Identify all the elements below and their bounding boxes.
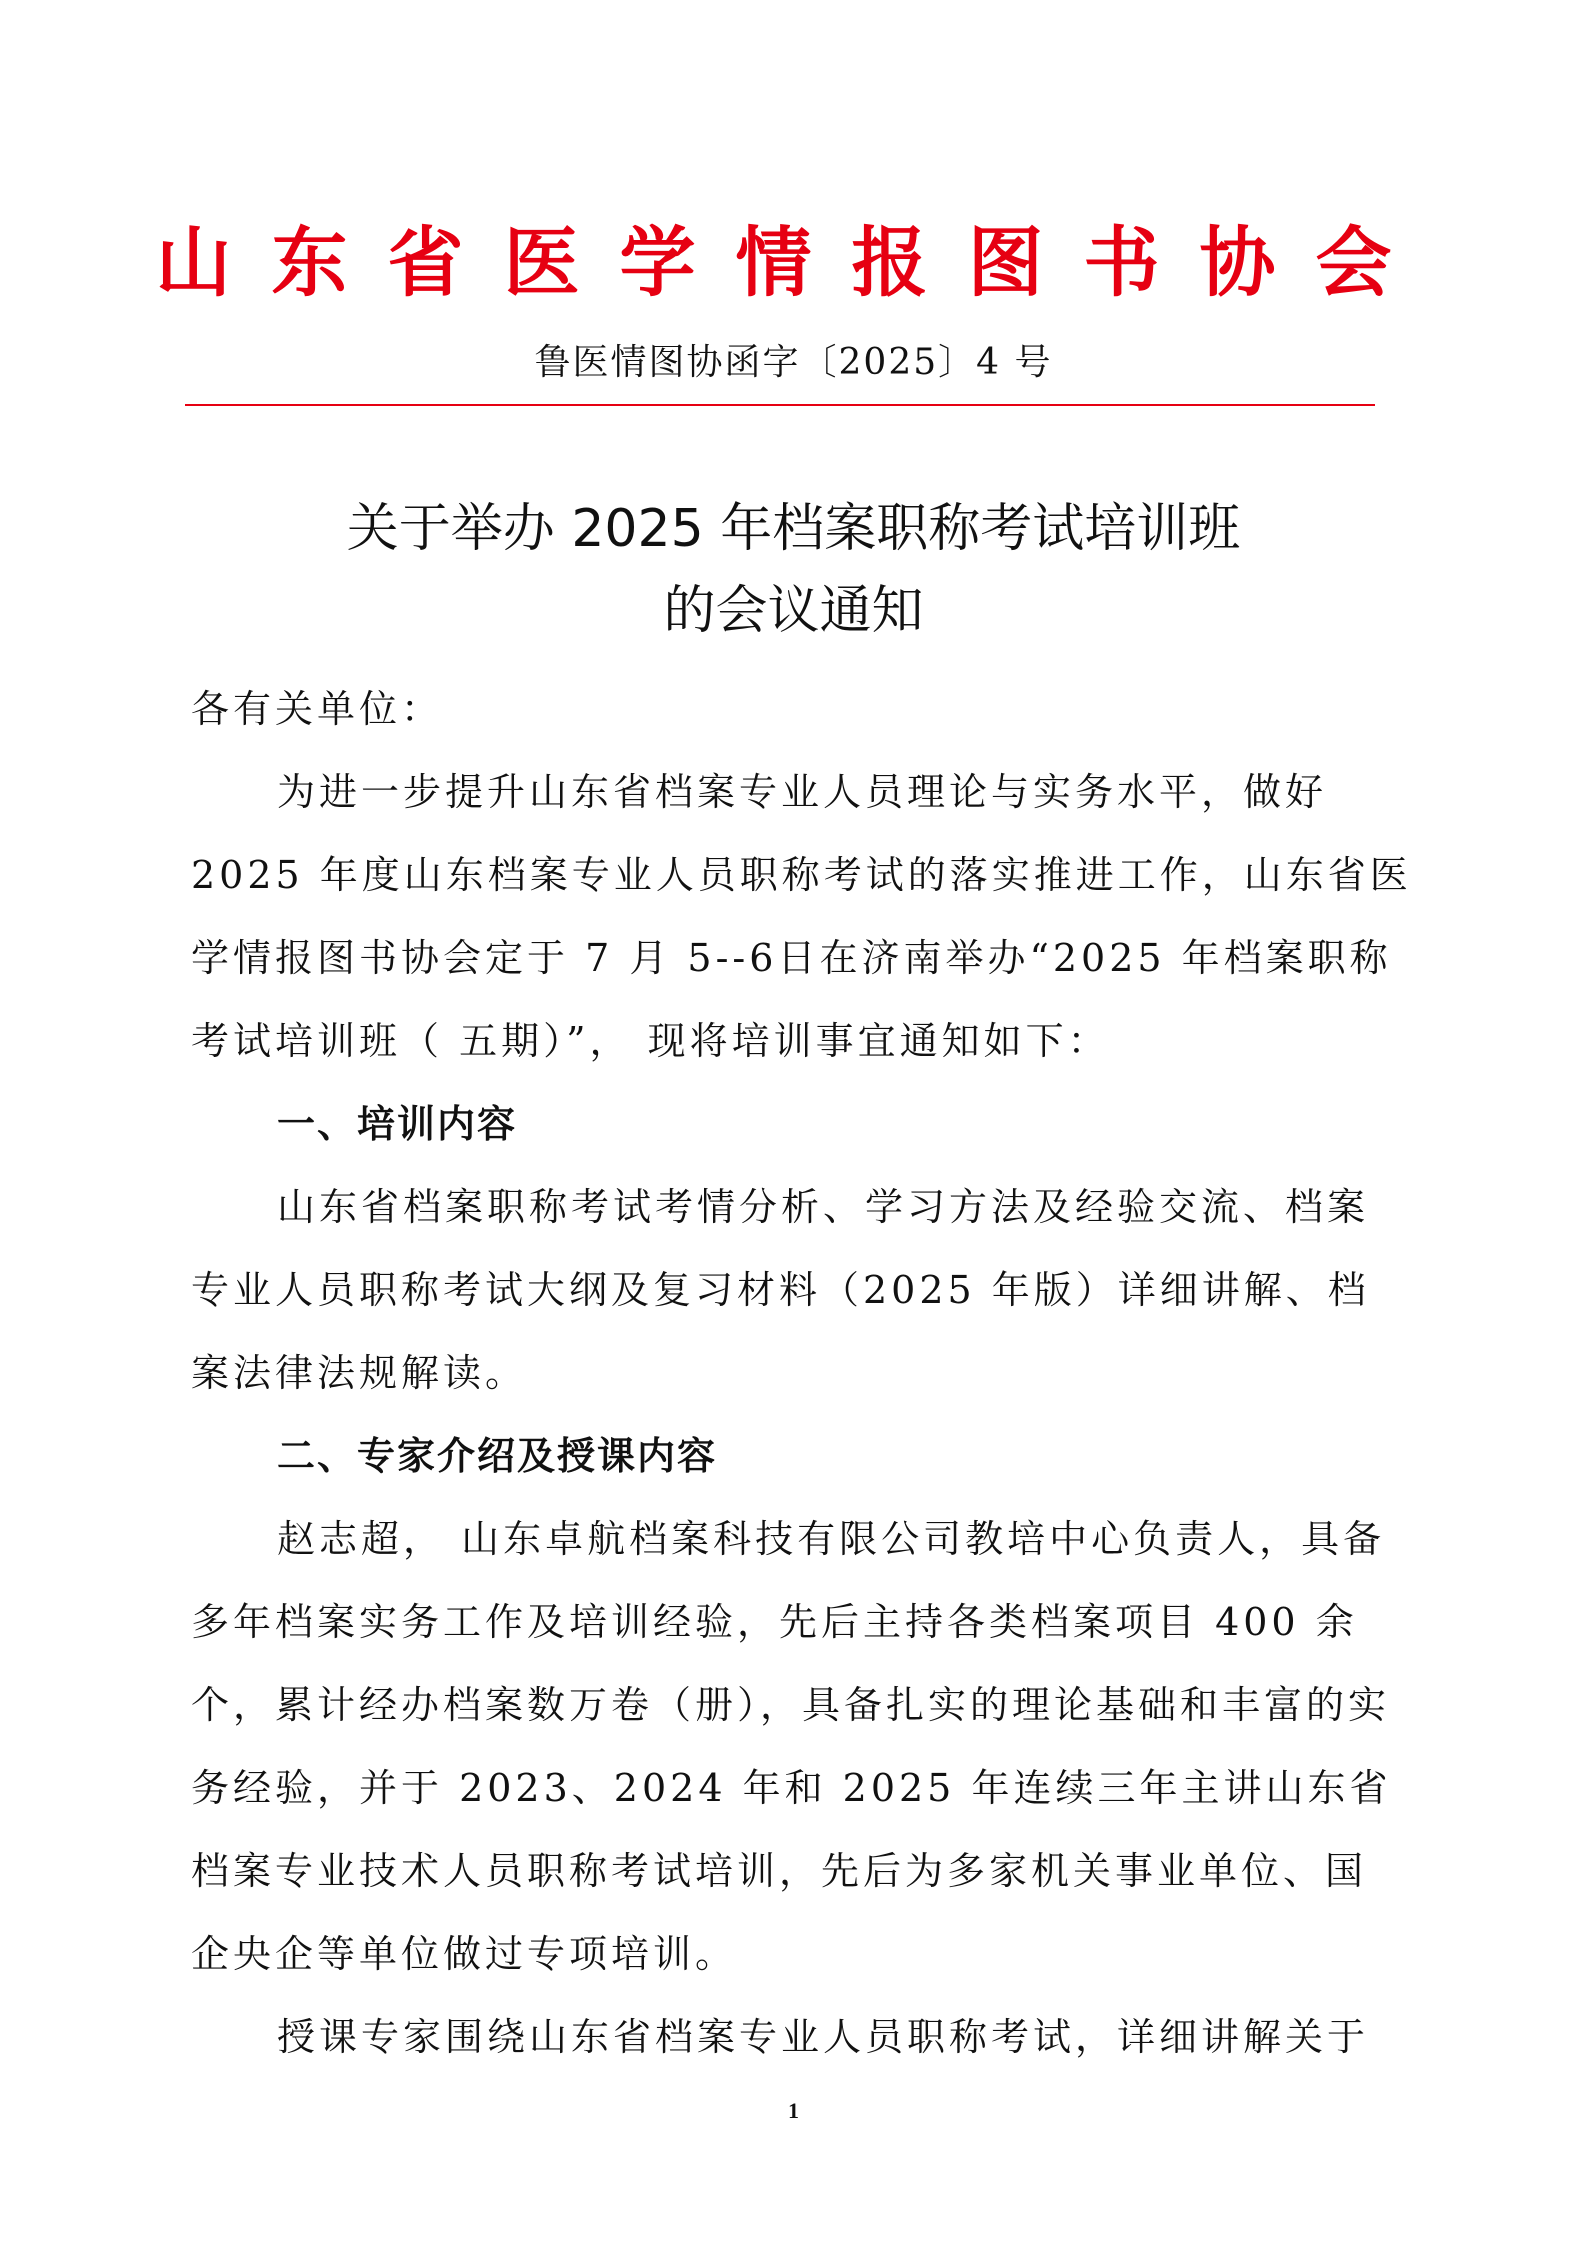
organization-name: 山东省医学情报图书协会 [155,218,1432,307]
intro-line-1: 为进一步提升山东省档案专业人员理论与实务水平，做好 [277,770,1328,814]
intro-line-4: 考试培训班（ 五期）”， 现将培训事宜通知如下： [191,1019,1110,1063]
section-2-paragraph: 赵志超， 山东卓航档案科技有限公司教培中心负责人，具备多年档案实务工作及培训经验，先后主持各类档案项目 400 余个，累计经办档案数万卷（册），具备扎实的理论基础和丰富的实务经验，并于 2023、2024 年和 2025 年连续三年主讲山东省档案专业技术人员职称考试培训，先后为多家机关事业单位、国企央企等单位做过专项培训。 [191,1517,1392,1976]
intro-line-2: 2025 年度山东档案专业人员职称考试的落实推进工作，山东省医 [191,853,1412,897]
section-2-heading: 二、专家介绍及授课内容 [277,1434,718,1478]
document-number: 鲁医情图协函字〔2025〕4 号 [534,342,1053,383]
page-number: 1 [788,2098,799,2123]
document-body [191,668,1412,2079]
section-1-paragraph: 山东省档案职称考试考情分析、学习方法及经验交流、档案专业人员职称考试大纲及复习材料（2025 年版）详细讲解、档案法律法规解读。 [191,1185,1370,1395]
section-2-paragraph-2: 授课专家围绕山东省档案专业人员职称考试，详细讲解关于 [277,2015,1370,2059]
notice-title-line-1: 关于举办 2025 年档案职称考试培训班 [346,499,1241,559]
intro-line-3: 学情报图书协会定于 7 月 5--6日在济南举办“2025 年档案职称 [191,936,1392,980]
red-divider-line [185,404,1375,406]
notice-title-line-2: 的会议通知 [663,581,924,641]
salutation: 各有关单位： [191,687,444,731]
section-1-heading: 一、培训内容 [277,1102,518,1146]
notice-title [0,488,1587,652]
